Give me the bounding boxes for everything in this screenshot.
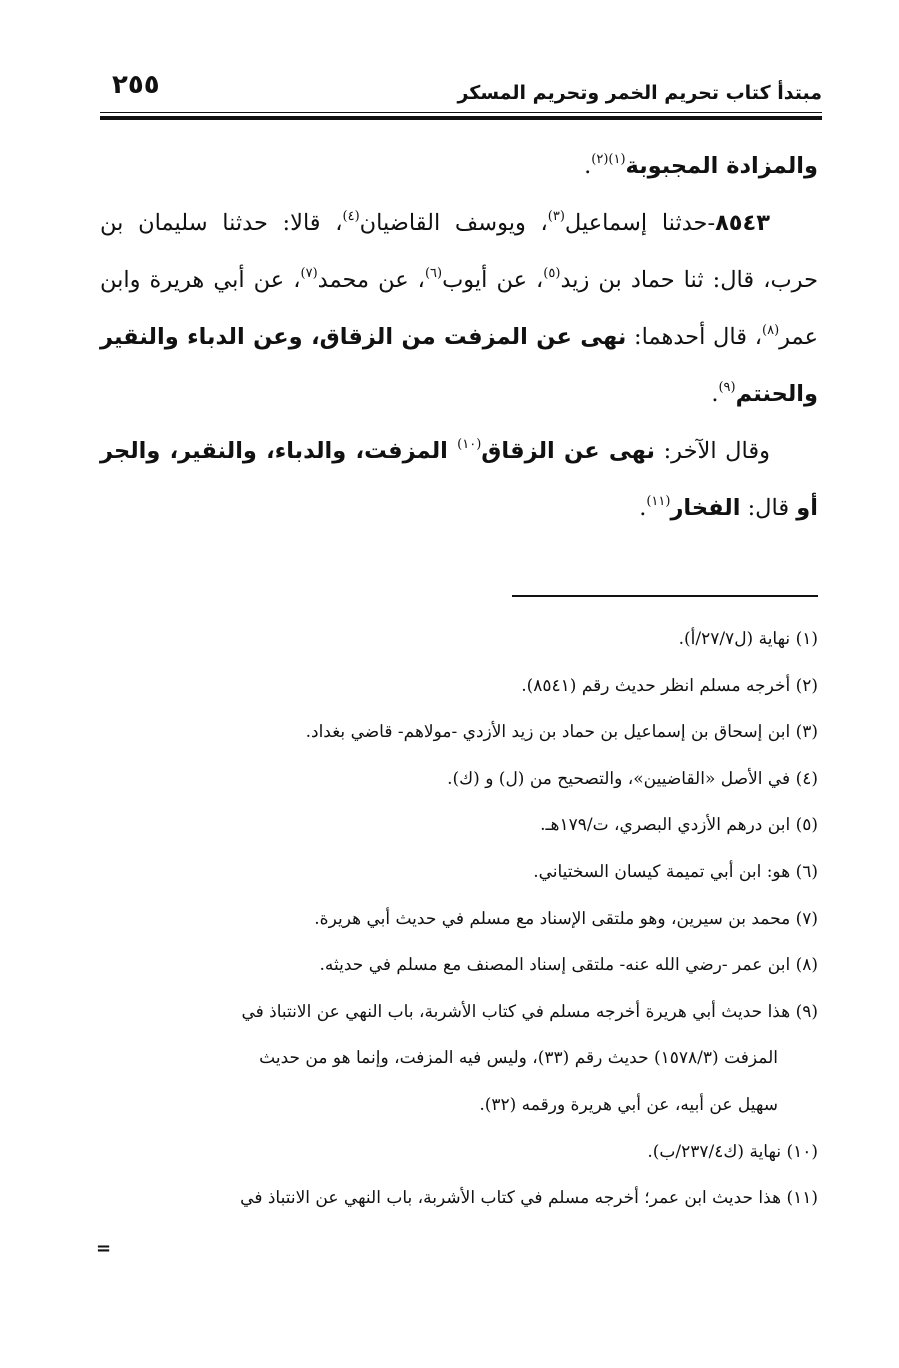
main-text <box>100 138 818 537</box>
footnotes <box>100 616 818 1222</box>
p2-t1: -حدثنا إسماعيل <box>564 210 716 236</box>
footnote-1: (١) نهاية (ل٢٧/٧/أ). <box>678 629 818 649</box>
paragraph-3 <box>100 423 818 537</box>
header-rule-thick <box>100 116 822 120</box>
footnote-4: (٤) في الأصل «القاضيين»، والتصحيح من (ل) و (ك). <box>447 768 818 789</box>
p3-bold-1: نهى عن الزقاق <box>481 438 655 464</box>
paragraph-2 <box>100 195 818 423</box>
footnote-ref-3: (٣) <box>547 209 565 224</box>
p3-bold-2: المزفت، والدباء، والنقير، والجر أو <box>100 438 818 521</box>
p3-end: . <box>639 495 647 521</box>
footnote-ref-7: (٧) <box>300 266 318 281</box>
p2-t3: ، قالا: حدثنا سليمان بن حرب، قال: ثنا حماد بن زيد <box>100 210 818 293</box>
footnote-11: (١١) هذا حديث ابن عمر؛ أخرجه مسلم في كتاب الأشربة، باب النهي عن الانتباذ في <box>240 1188 818 1209</box>
footnote-9-cont-1: المزفت (١٥٧٨/٣) حديث رقم (٣٣)، وليس فيه المزفت، وإنما هو من حديث <box>259 1048 778 1069</box>
footnote-ref-9: (٩) <box>718 380 736 395</box>
p1-footnote-ref: (١)(٢) <box>591 152 626 167</box>
footnote-ref-6: (٦) <box>424 266 443 281</box>
footnote-6: (٦) هو: ابن أبي تميمة كيسان السختياني. <box>533 861 818 882</box>
footnote-9: (٩) هذا حديث أبي هريرة أخرجه مسلم في كتاب الأشربة، باب النهي عن الانتباذ في <box>241 1001 818 1022</box>
p1-end: . <box>584 153 592 179</box>
p2-end: . <box>711 381 719 407</box>
footnote-10: (١٠) نهاية (ك٢٣٧/٤/ب). <box>647 1141 818 1162</box>
p3-t2: قال: <box>740 495 797 521</box>
p2-bold-text: نهى عن المزفت من الزقاق، وعن الدباء والنقير والحنتم <box>100 324 818 407</box>
footnote-ref-8: (٨) <box>762 323 780 338</box>
p2-t4: ، عن أيوب <box>442 267 544 293</box>
page-header <box>100 70 822 112</box>
footnote-ref-5: (٥) <box>543 266 561 281</box>
footnote-9-cont-2: سهيل عن أبيه، عن أبي هريرة ورقمه (٣٢). <box>479 1094 778 1115</box>
p3-t1: وقال الآخر: <box>654 438 770 464</box>
header-rule-thin <box>100 112 822 113</box>
page-number: ٢٥٥ <box>112 70 160 100</box>
footnote-ref-10: (١٠) <box>457 437 482 452</box>
footnote-separator <box>512 595 818 597</box>
footnote-2: (٢) أخرجه مسلم انظر حديث رقم (٨٥٤١). <box>521 675 818 696</box>
p2-t6: ، عن أبي هريرة وابن عمر <box>100 267 818 350</box>
footnote-7: (٧) محمد بن سيرين، وهو ملتقى الإسناد مع مسلم في حديث أبي هريرة. <box>314 908 818 929</box>
continuation-mark: = <box>96 1238 112 1259</box>
p2-t2: ، ويوسف القاضيان <box>359 210 548 236</box>
footnote-5: (٥) ابن درهم الأزدي البصري، ت/١٧٩هـ. <box>540 815 818 836</box>
paragraph-1 <box>100 138 818 195</box>
p1-text: والمزادة المجبوبة <box>625 153 818 179</box>
p3-bold-3: الفخار <box>670 495 741 521</box>
footnote-8: (٨) ابن عمر -رضي الله عنه- ملتقى إسناد المصنف مع مسلم في حديثه. <box>319 955 818 976</box>
running-title: مبتدأ كتاب تحريم الخمر وتحريم المسكر <box>457 82 822 104</box>
p2-t7: ، قال أحدهما: <box>626 324 762 350</box>
footnote-3: (٣) ابن إسحاق بن إسماعيل بن حماد بن زيد الأزدي -مولاهم- قاضي بغداد. <box>305 722 818 743</box>
hadith-number: ٨٥٤٣ <box>715 210 770 236</box>
footnote-ref-11: (١١) <box>646 494 671 509</box>
p2-t5: ، عن محمد <box>317 267 425 293</box>
footnote-ref-4: (٤) <box>342 209 360 224</box>
